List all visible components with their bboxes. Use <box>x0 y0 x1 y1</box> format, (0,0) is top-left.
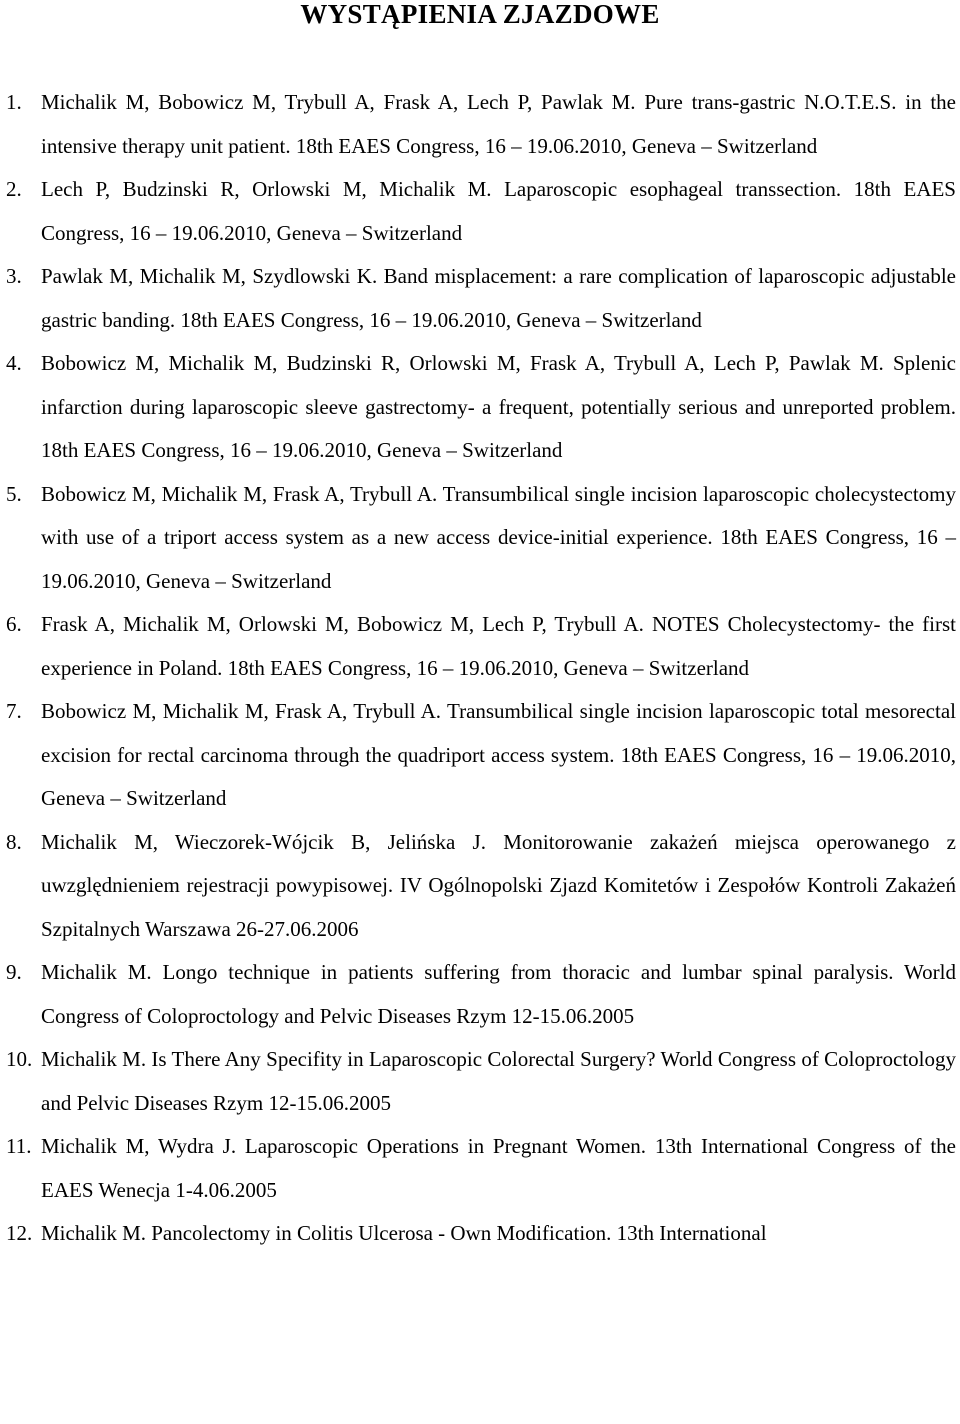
list-item <box>0 168 960 255</box>
item-text: Bobowicz M, Michalik M, Budzinski R, Orlowski M, Frask A, Trybull A, Lech P, Pawlak M. Splenic infarction during laparoscopic sleeve gastrectomy- a frequent, potentially serious and unreported problem. 18th EAES Congress, 16 – 19.06.2010, Geneva – Switzerland <box>41 351 956 462</box>
list-item <box>0 255 960 342</box>
item-text: Michalik M, Bobowicz M, Trybull A, Frask A, Lech P, Pawlak M. Pure trans-gastric N.O.T.E.S. in the intensive therapy unit patient. 18th EAES Congress, 16 – 19.06.2010, Geneva – Switzerland <box>41 90 956 158</box>
item-text: Lech P, Budzinski R, Orlowski M, Michalik M. Laparoscopic esophageal transsection. 18th EAES Congress, 16 – 19.06.2010, Geneva – Switzerland <box>41 177 956 245</box>
list-item <box>0 81 960 168</box>
item-text: Michalik M. Is There Any Specifity in Laparoscopic Colorectal Surgery? World Congress of Coloproctology and Pelvic Diseases Rzym 12-15.06.2005 <box>41 1047 956 1115</box>
list-item <box>0 1212 960 1256</box>
item-number: 6. <box>6 612 22 636</box>
list-item <box>0 951 960 1038</box>
item-number: 5. <box>6 481 22 506</box>
page-title: WYSTĄPIENIA ZJAZDOWE <box>300 0 660 29</box>
item-text: Bobowicz M, Michalik M, Frask A, Trybull A. Transumbilical single incision laparoscopic total mesorectal excision for rectal carcinoma through the quadriport access system. 18th EAES Congress, 16 – 19.06.2010, Geneva – Switzerland <box>41 699 956 810</box>
list-item <box>0 342 960 473</box>
item-number: 12. <box>6 1221 33 1245</box>
item-number: 1. <box>6 90 22 114</box>
list-item <box>0 821 960 952</box>
item-number: 4. <box>6 351 22 375</box>
item-number: 3. <box>6 264 22 288</box>
item-number: 2. <box>6 177 22 201</box>
list-item <box>0 473 960 604</box>
list-item <box>0 1125 960 1212</box>
item-number: 9. <box>6 960 22 984</box>
list-item <box>0 603 960 690</box>
item-number: 11. <box>6 1134 32 1158</box>
item-number: 7. <box>6 699 22 723</box>
item-number: 8. <box>6 829 22 854</box>
item-text: Frask A, Michalik M, Orlowski M, Bobowicz M, Lech P, Trybull A. NOTES Cholecystectomy- the first experience in Poland. 18th EAES Congress, 16 – 19.06.2010, Geneva – Switzerland <box>41 612 956 680</box>
item-text: Pawlak M, Michalik M, Szydlowski K. Band misplacement: a rare complication of laparoscopic adjustable gastric banding. 18th EAES Congress, 16 – 19.06.2010, Geneva – Switzerland <box>41 264 956 332</box>
item-text: Michalik M. Longo technique in patients suffering from thoracic and lumbar spinal paralysis. World Congress of Coloproctology and Pelvic Diseases Rzym 12-15.06.2005 <box>41 960 956 1028</box>
reference-list <box>0 81 960 1256</box>
list-item <box>0 1038 960 1125</box>
item-number: 10. <box>6 1047 33 1071</box>
item-text: Michalik M, Wieczorek-Wójcik B, Jelińska J. Monitorowanie zakażeń miejsca operowanego z uwzględnieniem rejestracji powypisowej. IV Ogólnopolski Zjazd Komitetów i Zespołów Kontroli Zakażeń Szpitalnych Warszawa 26-27.06.2006 <box>41 829 956 941</box>
item-text: Michalik M, Wydra J. Laparoscopic Operations in Pregnant Women. 13th International Congress of the EAES Wenecja 1-4.06.2005 <box>41 1134 956 1202</box>
item-text: Michalik M. Pancolectomy in Colitis Ulcerosa - Own Modification. 13th International <box>41 1221 767 1245</box>
list-item <box>0 690 960 821</box>
item-text: Bobowicz M, Michalik M, Frask A, Trybull A. Transumbilical single incision laparoscopic cholecystectomy with use of a triport access system as a new access device-initial experience. 18th EAES Congress, 16 – 19.06.2010, Geneva – Switzerland <box>41 481 956 593</box>
